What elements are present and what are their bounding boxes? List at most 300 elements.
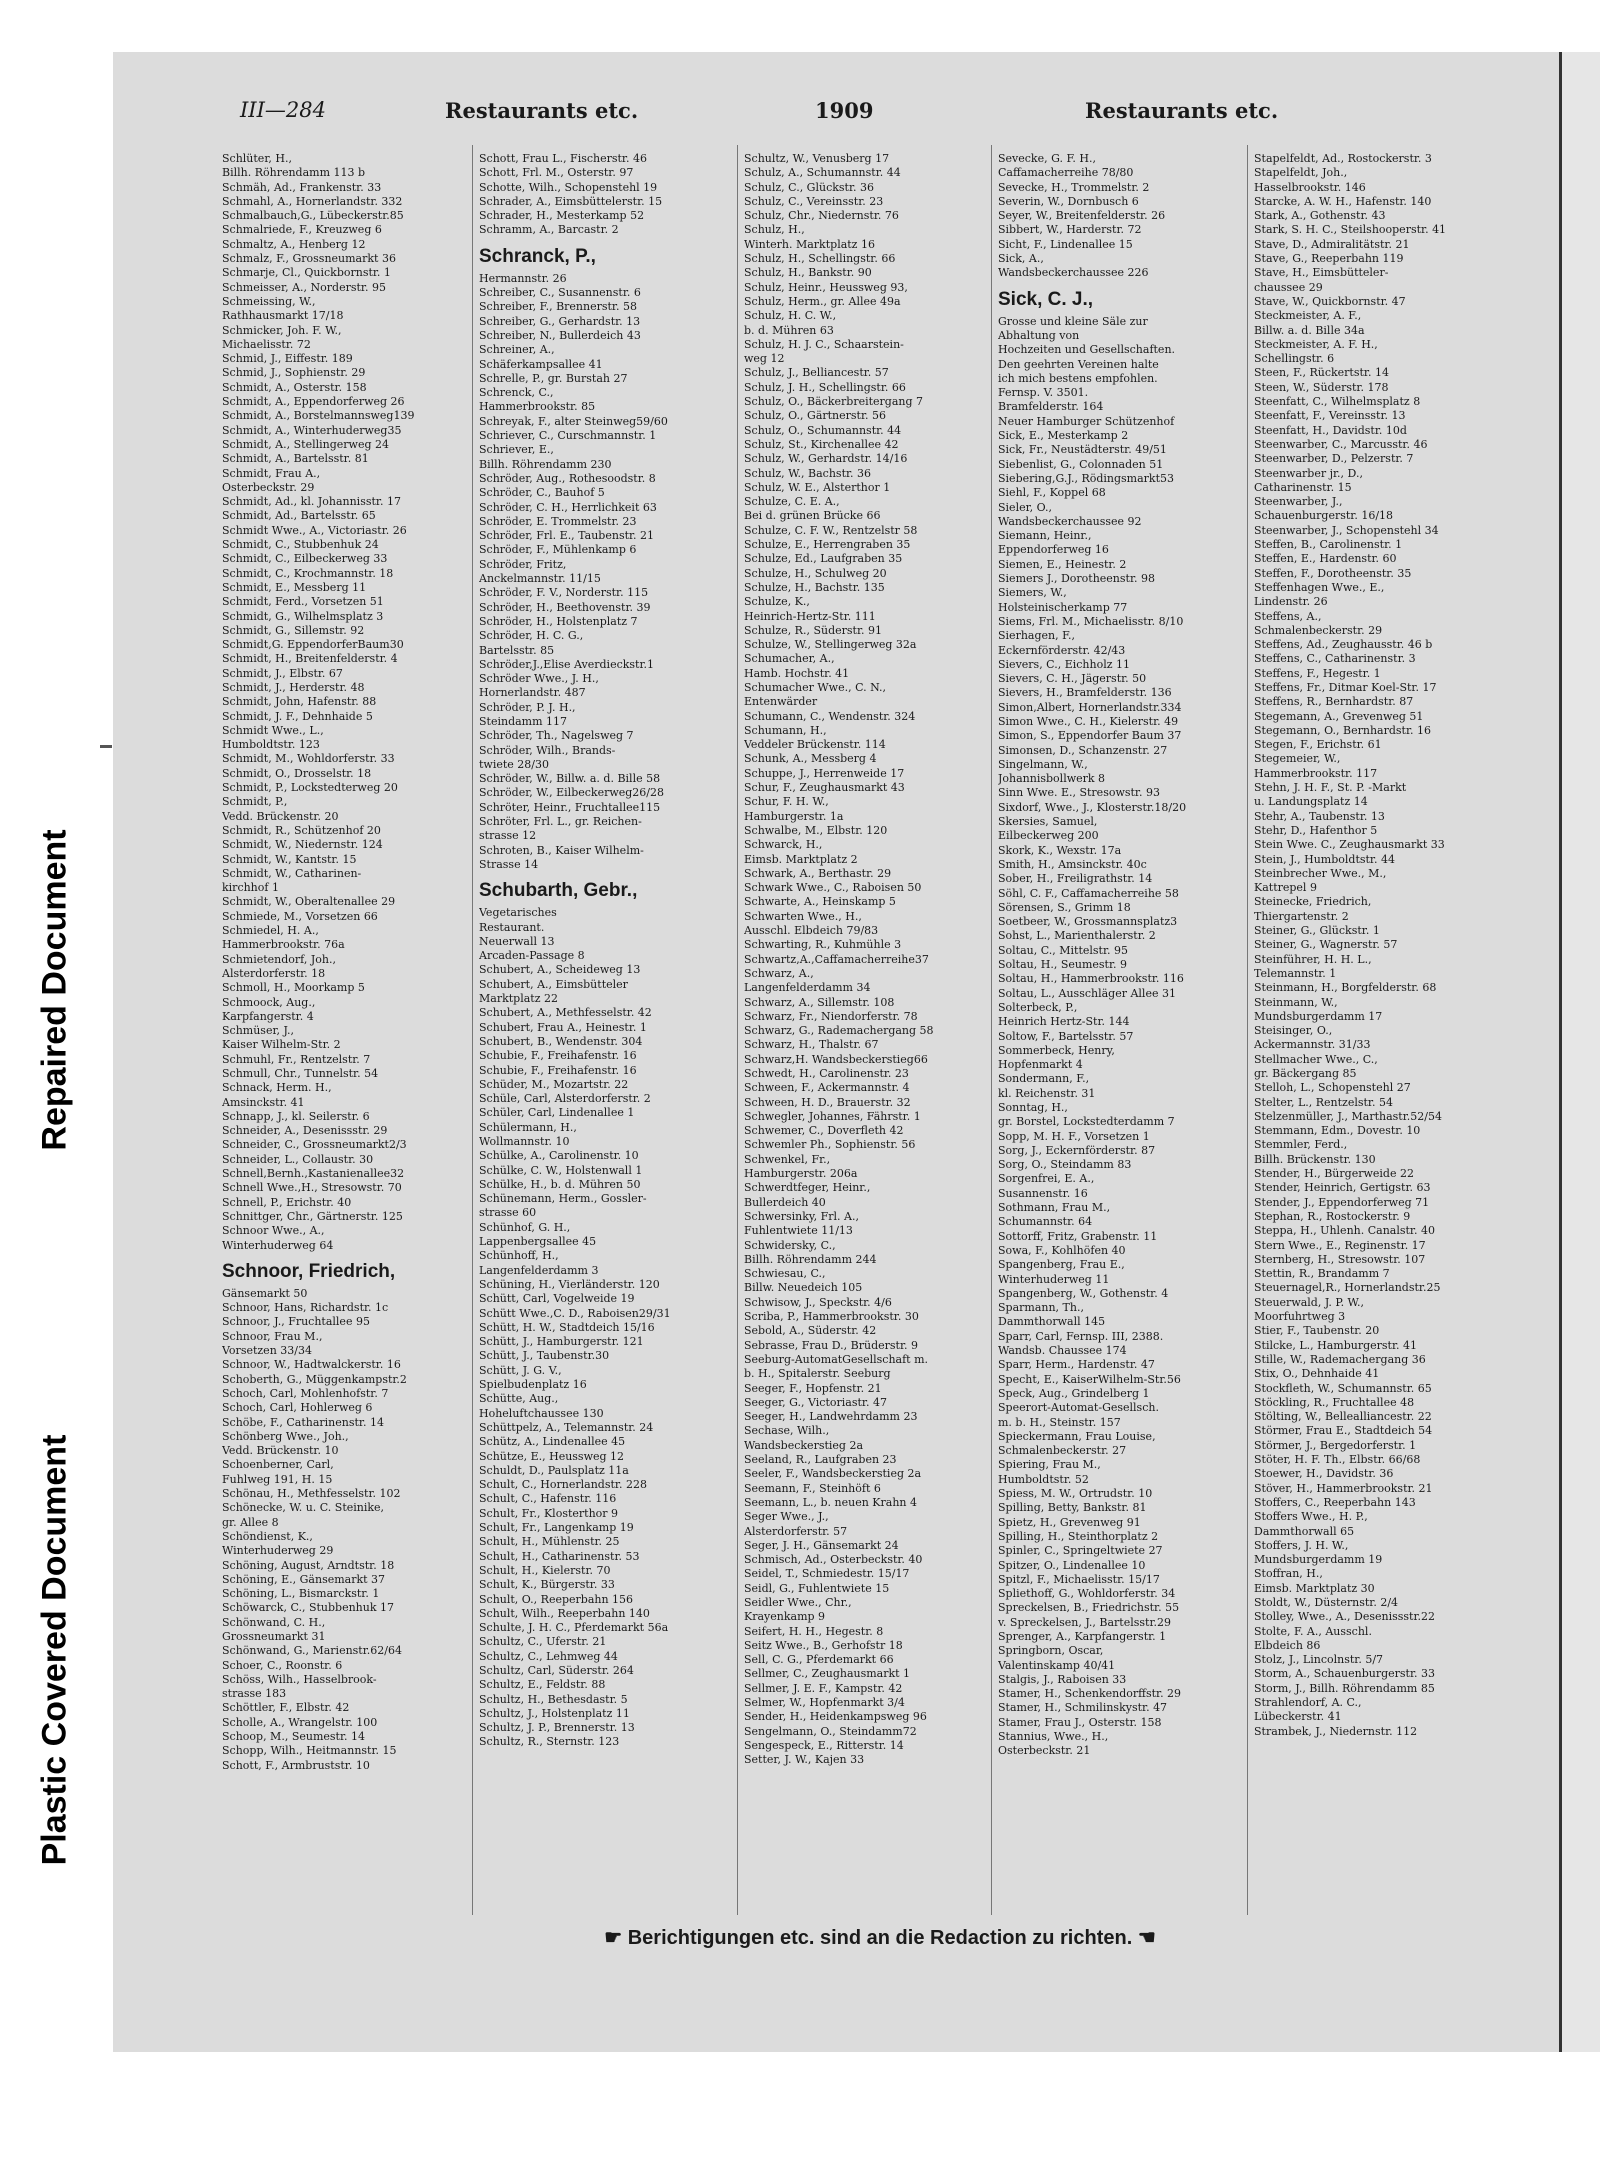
directory-entry: Schult, H., Catharinenstr. 53 [479, 1549, 640, 1563]
directory-entry: Schmarje, Cl., Quickbornstr. 1 [222, 266, 391, 280]
directory-entry: Speerort-Automat-Gesellsch. [998, 1401, 1159, 1415]
directory-entry: Lübeckerstr. 41 [1254, 1710, 1342, 1724]
directory-entry: Bullerdeich 40 [744, 1195, 826, 1209]
directory-entry: Alsterdorferstr. 57 [744, 1524, 848, 1538]
directory-entry: Schmidt, A., Osterstr. 158 [222, 380, 367, 394]
directory-entry: Schmidt, J., Elbstr. 67 [222, 666, 343, 680]
directory-entry: Schwenkel, Fr., [744, 1152, 831, 1166]
directory-entry: kl. Reichenstr. 31 [998, 1086, 1096, 1100]
column-5 [1254, 152, 1484, 1912]
directory-entry: Kaiser Wilhelm-Str. 2 [222, 1038, 341, 1052]
directory-entry: Arcaden-Passage 8 [479, 949, 585, 963]
directory-entry: Soltau, L., Ausschläger Allee 31 [998, 986, 1176, 1000]
directory-entry: Steffens, F., Hegestr. 1 [1254, 666, 1381, 680]
directory-entry: Schwisow, J., Speckstr. 4/6 [744, 1295, 892, 1309]
directory-entry: Sicht, F., Lindenallee 15 [998, 237, 1133, 251]
directory-entry: Stöter, H. F. Th., Elbstr. 66/68 [1254, 1453, 1421, 1467]
directory-entry: Seidl, G., Fuhlentwiete 15 [744, 1581, 890, 1595]
directory-entry: Scholle, A., Wrangelstr. 100 [222, 1715, 378, 1729]
directory-entry: Mundsburgerdamm 17 [1254, 1009, 1383, 1023]
directory-entry: Steenwarber, C., Marcusstr. 46 [1254, 437, 1428, 451]
directory-entry: Sparmann, Th., [998, 1301, 1084, 1315]
directory-entry: Mundsburgerdamm 19 [1254, 1553, 1383, 1567]
directory-entry: Sottorff, Fritz, Grabenstr. 11 [998, 1229, 1158, 1243]
directory-entry: Seeland, R., Laufgraben 23 [744, 1453, 897, 1467]
directory-entry: Seidler Wwe., Chr., [744, 1595, 852, 1609]
directory-entry: Schmidt, J., Herderstr. 48 [222, 680, 365, 694]
directory-entry: Stamer, Frau J., Osterstr. 158 [998, 1715, 1162, 1729]
directory-entry: Neuer Hamburger Schützenhof [998, 414, 1175, 428]
directory-entry: Steenwarber jr., D., [1254, 466, 1363, 480]
directory-entry: Hammerbrookstr. 76a [222, 938, 345, 952]
directory-entry: gr. Allee 8 [222, 1515, 279, 1529]
directory-entry: Schnapp, J., kl. Seilerstr. 6 [222, 1109, 370, 1123]
directory-entry: Stalgis, J., Raboisen 33 [998, 1672, 1127, 1686]
directory-entry: Steen, W., Süderstr. 178 [1254, 380, 1389, 394]
directory-entry: Karpfangerstr. 4 [222, 1009, 314, 1023]
directory-entry: Sörensen, S., Grimm 18 [998, 900, 1131, 914]
directory-entry: Schneider, C., Grossneumarkt2/3 [222, 1138, 407, 1152]
directory-entry: Schwedt, H., Carolinenstr. 23 [744, 1067, 909, 1080]
directory-entry: Simonsen, D., Schanzenstr. 27 [998, 743, 1168, 757]
directory-entry: Stemmler, Ferd., [1254, 1138, 1348, 1152]
directory-entry: Fernsp. V. 3501. [998, 386, 1089, 400]
directory-entry: Steinführer, H. H. L., [1254, 952, 1372, 966]
directory-entry: Schultz, R., Sternstr. 123 [479, 1735, 620, 1749]
directory-entry: Sievers, C. H., Jägerstr. 50 [998, 672, 1147, 686]
directory-entry: Veddeler Brückenstr. 114 [744, 738, 886, 752]
directory-entry: Schmidt, John, Hafenstr. 88 [222, 695, 377, 709]
directory-entry: Grosse und kleine Säle zur [998, 314, 1148, 328]
directory-entry: m. b. H., Steinstr. 157 [998, 1415, 1121, 1429]
directory-entry: Den geehrten Vereinen halte [998, 357, 1159, 371]
directory-entry: Schumann, C., Wendenstr. 324 [744, 709, 916, 723]
directory-entry: Seeler, F., Wandsbeckerstieg 2a [744, 1467, 922, 1481]
directory-entry: Sorg, O., Steindamm 83 [998, 1158, 1132, 1172]
separator-dash [100, 745, 112, 748]
directory-entry: Schmalbauch,G., Lübeckerstr.85 [222, 209, 404, 223]
directory-entry: Schröder, Wilh., Brands- [479, 743, 616, 757]
directory-entry: Sommerbeck, Henry, [998, 1043, 1115, 1057]
directory-entry: Schmidt,G. EppendorferBaum30 [222, 638, 404, 652]
directory-entry: Strahlendorf, A. C., [1254, 1696, 1362, 1710]
plastic-covered-label: Plastic Covered Document [35, 1434, 74, 1866]
directory-entry: Schult, H., Mühlenstr. 25 [479, 1535, 620, 1549]
directory-entry: Spreckelsen, B., Friedrichstr. 55 [998, 1601, 1180, 1615]
directory-entry: Steffen, E., Hardenstr. 60 [1254, 552, 1397, 566]
directory-entry: Stölting, W., Bellealliancestr. 22 [1254, 1410, 1432, 1424]
directory-entry: Storm, J., Billh. Röhrendamm 85 [1254, 1681, 1435, 1695]
directory-entry: Steffens, Fr., Ditmar Koel-Str. 17 [1254, 680, 1437, 694]
directory-entry: Stephan, R., Rostockerstr. 9 [1254, 1209, 1411, 1223]
directory-entry: Sprenger, A., Karpfangerstr. 1 [998, 1629, 1167, 1643]
directory-entry: Schwarz, A., Sillemstr. 108 [744, 995, 895, 1009]
directory-entry: Sebrasse, Frau D., Brüderstr. 9 [744, 1338, 918, 1352]
directory-entry: Hamb. Hochstr. 41 [744, 666, 850, 680]
directory-entry: Strasse 14 [479, 857, 539, 871]
directory-entry: Schönecke, W. u. C. Steinike, [222, 1501, 385, 1515]
directory-entry: Schween, H. D., Brauerstr. 32 [744, 1095, 911, 1109]
directory-entry: Wandsb. Chaussee 174 [998, 1344, 1127, 1358]
directory-entry: Schumacher, A., [744, 652, 835, 666]
directory-entry: Sierhagen, F., [998, 629, 1076, 643]
directory-entry: Specht, E., KaiserWilhelm-Str.56 [998, 1372, 1181, 1386]
directory-entry: Schellingstr. 6 [1254, 352, 1335, 366]
directory-entry: Steindamm 117 [479, 714, 568, 728]
directory-entry: Stockfleth, W., Schumannstr. 65 [1254, 1381, 1432, 1395]
directory-entry: Schwerdtfeger, Heinr., [744, 1181, 871, 1195]
directory-entry: Storm, A., Schauenburgerstr. 33 [1254, 1667, 1436, 1681]
directory-entry: Hammerbrookstr. 85 [479, 400, 596, 414]
directory-entry: Steen, F., Rückertstr. 14 [1254, 366, 1389, 380]
directory-entry: Humboldtstr. 123 [222, 738, 320, 752]
directory-entry: Steenwarber, J., Schopenstehl 34 [1254, 523, 1439, 537]
directory-entry: Schütze, E., Heussweg 12 [479, 1449, 625, 1463]
directory-entry: Hamburgerstr. 206a [744, 1167, 858, 1181]
directory-entry: Stender, H., Bürgerweide 22 [1254, 1167, 1414, 1181]
directory-entry: Sebold, A., Süderstr. 42 [744, 1324, 877, 1338]
directory-entry: Schulz, O., Schumannstr. 44 [744, 423, 902, 437]
directory-entry: Schünhoff, H., [479, 1249, 559, 1263]
directory-entry: Schöss, Wilh., Hasselbrook- [222, 1672, 377, 1686]
directory-entry: Schünhof, G. H., [479, 1220, 571, 1234]
directory-entry: Schubarth, Gebr., [479, 880, 638, 902]
directory-entry: Schulze, H., Schulweg 20 [744, 566, 887, 580]
directory-entry: Schröder, H., Beethovenstr. 39 [479, 600, 651, 614]
directory-entry: Stender, J., Eppendorferweg 71 [1254, 1195, 1430, 1209]
directory-entry: v. Spreckelsen, J., Bartelsstr.29 [998, 1615, 1171, 1629]
directory-entry: Schumann, H., [744, 723, 827, 737]
directory-entry: Wandsbeckerchaussee 226 [998, 266, 1149, 280]
directory-entry: Vedd. Brückenstr. 20 [222, 809, 339, 823]
directory-entry: Schriever, C., Curschmannstr. 1 [479, 429, 657, 443]
directory-entry: Schmidt, A., Eppendorferweg 26 [222, 395, 405, 409]
directory-entry: Schröder, F. V., Norderstr. 115 [479, 586, 649, 600]
directory-entry: Singelmann, W., [998, 757, 1088, 771]
directory-entry: Seeger, G., Victoriastr. 47 [744, 1395, 887, 1409]
directory-entry: Siebering,G.J., Rödingsmarkt53 [998, 471, 1175, 485]
directory-entry: Schröder, C. H., Herrlichkeit 63 [479, 500, 657, 514]
directory-entry: Schwegler, Johannes, Fährstr. 1 [744, 1109, 921, 1123]
directory-entry: Spiess, M. W., Ortrudstr. 10 [998, 1487, 1153, 1501]
directory-entry: Schroten, B., Kaiser Wilhelm- [479, 843, 644, 857]
directory-entry: Stöckling, R., Fruchtallee 48 [1254, 1395, 1415, 1409]
directory-entry: Schröder, W., Eilbeckerweg26/28 [479, 786, 665, 800]
directory-entry: Schmidt, W., Oberaltenallee 29 [222, 895, 396, 909]
directory-entry: Seeburg-AutomatGesellschaft m. [744, 1352, 929, 1366]
directory-entry: Schnell,Bernh.,Kastanienallee32 [222, 1167, 405, 1181]
directory-entry: Stein Wwe. C., Zeughausmarkt 33 [1254, 838, 1445, 852]
directory-entry: Schmidt, R., Schützenhof 20 [222, 823, 381, 837]
directory-entry: Schulz, Heinr., Heussweg 93, [744, 280, 908, 294]
directory-entry: Stoldt, W., Düsternstr. 2/4 [1254, 1595, 1399, 1609]
directory-entry: Sorg, J., Eckernförderstr. 87 [998, 1143, 1156, 1157]
directory-entry: chaussee 29 [1254, 280, 1323, 294]
directory-entry: Ackermannstr. 31/33 [1254, 1038, 1371, 1052]
directory-entry: Steinmann, H., Borgfelderstr. 68 [1254, 981, 1437, 995]
directory-entry: Schütt, Carl, Vogelweide 19 [479, 1292, 635, 1306]
directory-entry: Schnell Wwe.,H., Stresowstr. 70 [222, 1181, 402, 1195]
directory-entry: Lappenbergsallee 45 [479, 1235, 597, 1249]
directory-entry: Schmidt, E., Messberg 11 [222, 580, 367, 594]
directory-entry: Simon Wwe., C. H., Kielerstr. 49 [998, 714, 1179, 728]
directory-entry: Heinrich-Hertz-Str. 111 [744, 609, 876, 623]
directory-entry: Schmidt, G., Sillemstr. 92 [222, 623, 365, 637]
directory-entry: Stark, S. H. C., Steilshooperstr. 41 [1254, 223, 1447, 237]
directory-entry: Schauenburgerstr. 16/18 [1254, 509, 1394, 523]
directory-entry: Steenwarber, J., [1254, 495, 1343, 509]
directory-entry: Schröder, H., Holstenplatz 7 [479, 614, 638, 628]
directory-entry: Hasselbrookstr. 146 [1254, 180, 1366, 194]
directory-entry: Sellmer, J. E. F., Kampstr. 42 [744, 1681, 903, 1695]
directory-entry: Skersies, Samuel, [998, 815, 1098, 829]
directory-entry: Schreyak, F., alter Steinweg59/60 [479, 414, 668, 428]
directory-entry: Steuernagel,R., Hornerlandstr.25 [1254, 1281, 1441, 1295]
directory-entry: Schröder, Aug., Rothesoodstr. 8 [479, 471, 656, 485]
directory-entry: Siems, Frl. M., Michaelisstr. 8/10 [998, 614, 1184, 628]
directory-entry: Scriba, P., Hammerbrookstr. 30 [744, 1310, 919, 1324]
directory-entry: Schnoor, Hans, Richardstr. 1c [222, 1301, 389, 1315]
directory-entry: Schünemann, Herm., Gossler- [479, 1192, 647, 1206]
directory-entry: Schult, C., Hafenstr. 116 [479, 1492, 617, 1506]
directory-entry: Sonntag, H., [998, 1101, 1068, 1114]
directory-entry: Soltau, C., Mittelstr. 95 [998, 943, 1129, 957]
directory-entry: Bramfelderstr. 164 [998, 400, 1104, 414]
directory-entry: Schultz, J., Holstenplatz 11 [479, 1706, 630, 1720]
directory-entry: Sick, C. J., [998, 288, 1094, 310]
directory-entry: Ausschl. Elbdeich 79/83 [744, 924, 879, 938]
directory-entry: Schönwand, C. H., [222, 1615, 326, 1629]
directory-entry: Schmalriede, F., Kreuzweg 6 [222, 223, 382, 237]
footer-text: Berichtigungen etc. sind an die Redaction zu richten. [627, 1927, 1133, 1949]
directory-entry: Billw. Neuedeich 105 [744, 1281, 863, 1295]
directory-entry: Steffen, B., Carolinenstr. 1 [1254, 538, 1403, 552]
directory-entry: Stave, W., Quickbornstr. 47 [1254, 294, 1406, 308]
directory-entry: Schmahl, A., Hornerlandstr. 332 [222, 194, 403, 208]
directory-entry: Schreiner, A., [479, 343, 555, 357]
column-1 [222, 152, 422, 1912]
directory-entry: Vorsetzen 33/34 [222, 1344, 312, 1358]
directory-entry: Stannius, Wwe., H., [998, 1730, 1109, 1744]
directory-entry: Stix, O., Dehnhaide 41 [1254, 1367, 1380, 1381]
directory-entry: Schröder, W., Billw. a. d. Bille 58 [479, 772, 661, 786]
directory-entry: Schütz, A., Lindenallee 45 [479, 1435, 626, 1449]
directory-entry: Schülermann, H., [479, 1120, 577, 1134]
directory-entry: Schütt Wwe.,C. D., Raboisen29/31 [479, 1306, 671, 1320]
directory-entry: Schulze, E., Herrengraben 35 [744, 538, 911, 552]
directory-entry: Siebenlist, G., Colonnaden 51 [998, 457, 1164, 471]
directory-entry: Rathhausmarkt 17/18 [222, 309, 344, 323]
directory-entry: Langenfelderdamm 3 [479, 1263, 599, 1277]
directory-entry: Schoop, M., Seumestr. 14 [222, 1730, 365, 1744]
directory-entry: Schubert, A., Scheideweg 13 [479, 963, 641, 977]
directory-entry: Abhaltung von [998, 328, 1080, 342]
directory-entry: Stellmacher Wwe., C., [1254, 1052, 1378, 1066]
directory-entry: Steiner, G., Wagnerstr. 57 [1254, 938, 1398, 952]
directory-entry: Schneider, L., Collaustr. 30 [222, 1152, 374, 1166]
directory-entry: Sell, C. G., Pferdemarkt 66 [744, 1653, 894, 1667]
directory-entry: Schnoor Wwe., A., [222, 1224, 325, 1238]
directory-entry: Soltow, F., Bartelsstr. 57 [998, 1029, 1134, 1043]
directory-entry: Schröter, Frl. L., gr. Reichen- [479, 815, 642, 829]
directory-entry: Steppa, H., Uhlenh. Canalstr. 40 [1254, 1224, 1435, 1238]
directory-entry: Schulz, O., Gärtnerstr. 56 [744, 409, 887, 423]
directory-entry: Schmidt, Ad., Bartelsstr. 65 [222, 509, 376, 523]
directory-entry: Hammerbrookstr. 117 [1254, 766, 1378, 780]
directory-entry: Schmiedel, H. A., [222, 924, 319, 938]
directory-entry: Schmidt, Frau A., [222, 466, 321, 480]
year: 1909 [815, 98, 874, 123]
directory-entry: Schrader, H., Mesterkamp 52 [479, 209, 645, 223]
directory-entry: Schnoor, Friedrich, [222, 1260, 396, 1282]
directory-entry: Seemann, L., b. neuen Krahn 4 [744, 1495, 918, 1509]
directory-entry: Schmidt Wwe., L., [222, 723, 324, 737]
directory-entry: Setter, J. W., Kajen 33 [744, 1753, 865, 1767]
directory-entry: Steinecke, Friedrich, [1254, 895, 1372, 909]
directory-entry: Sohst, L., Marienthalerstr. 2 [998, 929, 1156, 943]
directory-entry: Stein, J., Humboldtstr. 44 [1254, 852, 1395, 866]
directory-entry: Schulze, Ed., Laufgraben 35 [744, 552, 903, 566]
directory-entry: Schultz, C., Uferstr. 21 [479, 1635, 607, 1649]
directory-entry: Strambek, J., Niedernstr. 112 [1254, 1724, 1418, 1738]
directory-entry: Sowa, F., Kohlhöfen 40 [998, 1243, 1126, 1257]
directory-entry: Schnittger, Chr., Gärtnerstr. 125 [222, 1209, 403, 1223]
directory-entry: strasse 60 [479, 1206, 537, 1220]
directory-entry: Schwemer, C., Doverfleth 42 [744, 1124, 904, 1138]
directory-entry: Severin, W., Dornbusch 6 [998, 194, 1139, 208]
directory-entry: Schmidt, W., Niedernstr. 124 [222, 838, 383, 852]
directory-entry: Steinmann, W., [1254, 995, 1338, 1009]
directory-entry: Schultz, Carl, Süderstr. 264 [479, 1663, 634, 1677]
directory-entry: Schulze, W., Stellingerweg 32a [744, 638, 917, 652]
directory-entry: Sibbert, W., Harderstr. 72 [998, 223, 1142, 237]
directory-entry: Schuldt, D., Paulsplatz 11a [479, 1463, 629, 1477]
directory-entry: Schultz, H., Bethesdastr. 5 [479, 1692, 628, 1706]
directory-entry: Schubert, A., Methfesselstr. 42 [479, 1006, 652, 1020]
directory-entry: Schranck, P., [479, 245, 596, 267]
directory-entry: Störmer, Frau E., Stadtdeich 54 [1254, 1424, 1433, 1438]
directory-entry: Schwarz, G., Rademachergang 58 [744, 1024, 934, 1038]
directory-entry: Schwalbe, M., Elbstr. 120 [744, 823, 888, 837]
directory-entry: Steffens, C., Catharinenstr. 3 [1254, 652, 1416, 666]
directory-entry: Schmidt, H., Breitenfelderstr. 4 [222, 652, 398, 666]
directory-entry: Winterhuderweg 64 [222, 1238, 334, 1252]
directory-entry: Humboldtstr. 52 [998, 1472, 1089, 1486]
directory-entry: Schmidt, A., Borstelmannsweg139 [222, 409, 415, 423]
directory-entry: Steiner, G., Glückstr. 1 [1254, 924, 1380, 938]
directory-entry: Schulz, H., Schellingstr. 66 [744, 252, 896, 266]
directory-entry: Schwarz,H. Wandsbeckerstieg66 [744, 1052, 928, 1066]
directory-entry: Siemers J., Dorotheenstr. 98 [998, 572, 1155, 586]
directory-entry: Spieckermann, Frau Louise, [998, 1429, 1156, 1443]
directory-entry: Schoenberner, Carl, [222, 1458, 334, 1472]
directory-entry: Schülke, H., b. d. Mühren 50 [479, 1177, 641, 1191]
directory-entry: Seeger, H., Landwehrdamm 23 [744, 1410, 918, 1424]
directory-entry: strasse 183 [222, 1687, 287, 1701]
directory-entry: Schubert, B., Wendenstr. 304 [479, 1034, 643, 1048]
directory-entry: Stoffran, H., [1254, 1567, 1323, 1581]
directory-entry: Schulz, St., Kirchenallee 42 [744, 437, 899, 451]
directory-entry: Schubert, Frau A., Heinestr. 1 [479, 1020, 647, 1034]
directory-entry: Schulze, K., [744, 595, 810, 609]
directory-entry: Schubie, F., Freihafenstr. 16 [479, 1049, 637, 1063]
directory-entry: Susannenstr. 16 [998, 1186, 1088, 1200]
directory-entry: Schulz, H., [744, 223, 805, 237]
directory-entry: Stehn, J. H. F., St. P. -Markt [1254, 781, 1407, 795]
directory-entry: Schwidersky, C., [744, 1238, 836, 1252]
directory-entry: Schulze, R., Süderstr. 91 [744, 623, 882, 637]
directory-entry: Schnoor, J., Fruchtallee 95 [222, 1315, 370, 1329]
directory-entry: Sechase, Wilh., [744, 1424, 830, 1438]
directory-entry: Störmer, J., Bergedorferstr. 1 [1254, 1438, 1417, 1452]
directory-entry: Sorgenfrei, E. A., [998, 1172, 1095, 1186]
directory-entry: Simon,Albert, Hornerlandstr.334 [998, 700, 1182, 714]
column-3 [744, 152, 944, 1912]
directory-entry: Schwartz,A.,Caffamacherreihe37 [744, 952, 929, 966]
directory-entry: Marktplatz 22 [479, 992, 558, 1006]
directory-entry: Stemmann, Edm., Dovestr. 10 [1254, 1124, 1421, 1138]
directory-entry: Steffenhagen Wwe., E., [1254, 580, 1385, 594]
directory-entry: Schubert, A., Eimsbütteler [479, 977, 628, 991]
directory-entry: Stelter, L., Rentzelstr. 54 [1254, 1095, 1393, 1109]
directory-entry: Schwarz, A., [744, 966, 814, 980]
directory-entry: Schütte, Aug., [479, 1392, 559, 1406]
directory-entry: Schöbe, F., Catharinenstr. 14 [222, 1415, 384, 1429]
directory-entry: Schöndienst, K., [222, 1529, 313, 1543]
directory-entry: Soetbeer, W., Grossmannsplatz3 [998, 915, 1178, 929]
directory-entry: Schulze, H., Bachstr. 135 [744, 580, 885, 594]
directory-entry: Sick, Fr., Neustädterstr. 49/51 [998, 443, 1167, 457]
directory-entry: Schott, F., Armbruststr. 10 [222, 1758, 370, 1772]
directory-entry: Selmer, W., Hopfenmarkt 3/4 [744, 1696, 905, 1710]
directory-entry: weg 12 [744, 352, 785, 366]
directory-entry: Schwark, A., Berthastr. 29 [744, 866, 892, 880]
directory-entry: Söhl, C. F., Caffamacherreihe 58 [998, 886, 1179, 900]
directory-entry: Spitzl, F., Michaelisstr. 15/17 [998, 1572, 1160, 1586]
directory-entry: Schott, Frl. M., Osterstr. 97 [479, 166, 634, 180]
directory-entry: Hopfenmarkt 4 [998, 1058, 1083, 1072]
directory-entry: Schütt, H. W., Stadtdeich 15/16 [479, 1320, 655, 1334]
directory-entry: Catharinenstr. 15 [1254, 480, 1352, 494]
directory-entry: Sevecke, H., Trommelstr. 2 [998, 180, 1150, 194]
directory-entry: Stelzenmüller, J., Marthastr.52/54 [1254, 1109, 1442, 1123]
directory-entry: Sparr, Carl, Fernsp. III, 2388. [998, 1329, 1164, 1343]
directory-entry: Schultz, W., Venusberg 17 [744, 152, 890, 165]
directory-entry: Sengelmann, O., Steindamm72 [744, 1724, 917, 1738]
directory-entry: Schwarz, Fr., Niendorferstr. 78 [744, 1009, 918, 1023]
directory-entry: Spilling, H., Steinthorplatz 2 [998, 1529, 1159, 1543]
directory-entry: Schönwand, G., Marienstr.62/64 [222, 1644, 402, 1658]
directory-entry: Stern Wwe., E., Reginenstr. 17 [1254, 1238, 1426, 1252]
column-2 [479, 152, 679, 1912]
directory-entry: Schöwarck, C., Stubbenhuk 17 [222, 1601, 395, 1615]
directory-entry: Winterhuderweg 29 [222, 1544, 334, 1558]
directory-entry: Schmaltz, A., Henberg 12 [222, 237, 366, 251]
directory-entry: Stegemeier, W., [1254, 752, 1341, 766]
directory-entry: Holsteinischerkamp 77 [998, 600, 1128, 614]
directory-entry: Schult, Fr., Klosterthor 9 [479, 1506, 619, 1520]
directory-entry: Stelloh, L., Schopenstehl 27 [1254, 1081, 1411, 1095]
directory-entry: Stamer, H., Schenkendorffstr. 29 [998, 1687, 1182, 1701]
directory-entry: Bei d. grünen Brücke 66 [744, 509, 881, 523]
directory-entry: Schultz, C., Lehmweg 44 [479, 1649, 618, 1663]
directory-entry: Schmicker, Joh. F. W., [222, 323, 342, 337]
directory-entry: Schwarck, H., [744, 838, 823, 852]
directory-entry: Schnoor, Frau M., [222, 1329, 323, 1343]
directory-entry: Sievers, C., Eichholz 11 [998, 657, 1131, 671]
directory-entry: Bartelsstr. 85 [479, 643, 555, 657]
directory-entry: Schumacher Wwe., C. N., [744, 680, 887, 694]
